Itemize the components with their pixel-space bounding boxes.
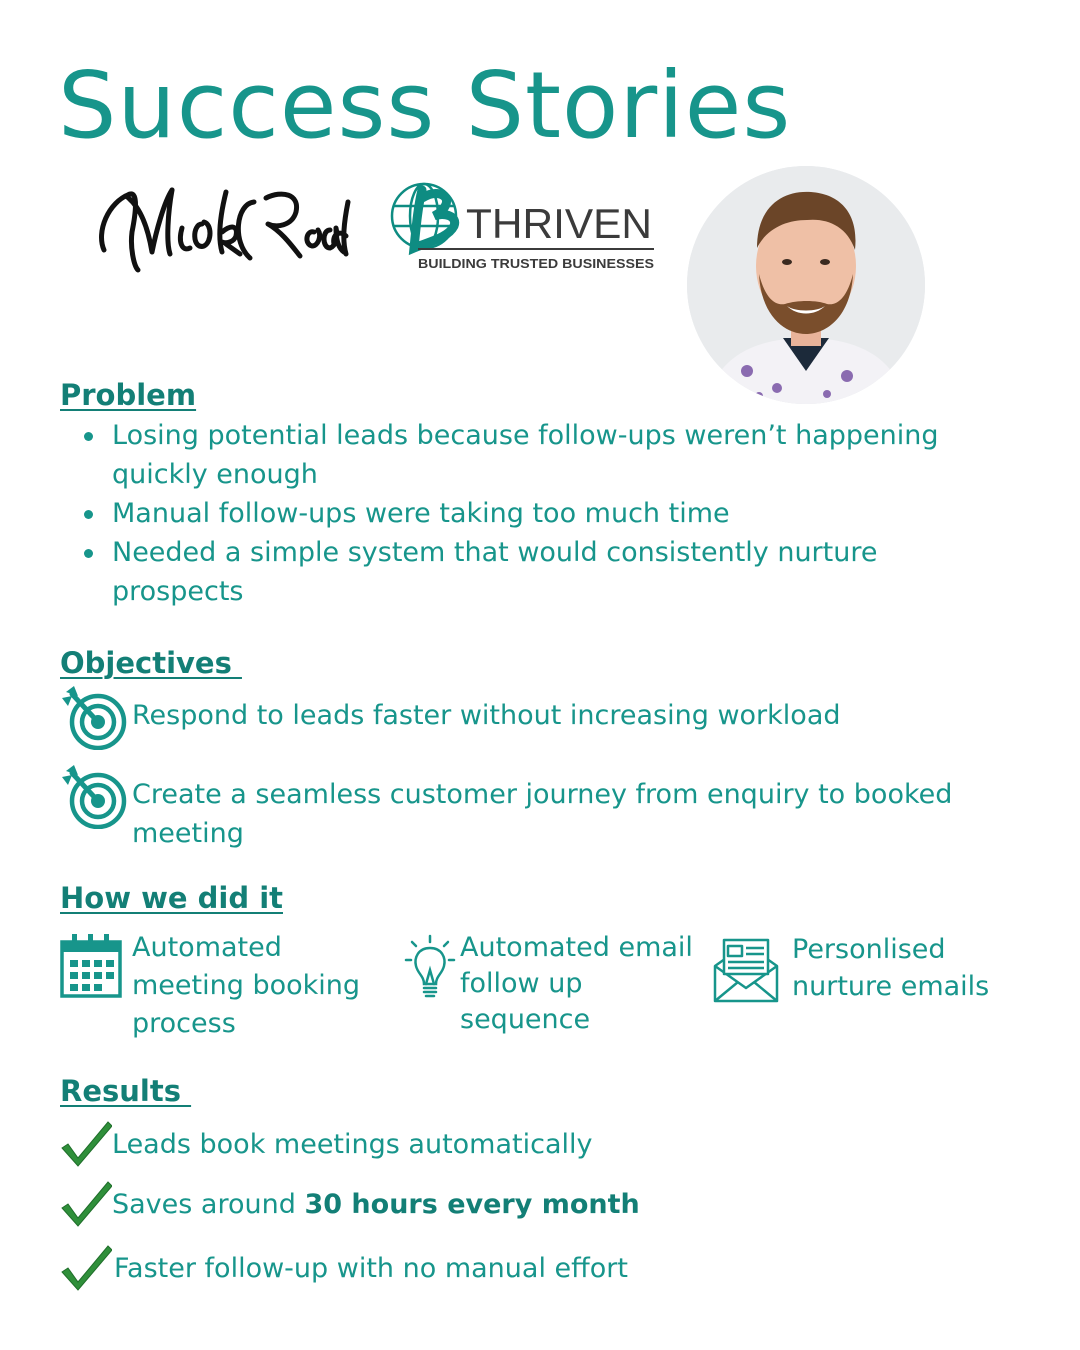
result-row bbox=[60, 1120, 960, 1168]
objectives-section bbox=[60, 646, 1020, 680]
result-row bbox=[60, 1180, 960, 1228]
result-prefix: Saves around bbox=[112, 1188, 305, 1220]
result-text: Faster follow-up with no manual effort bbox=[114, 1252, 628, 1284]
problem-list bbox=[84, 416, 994, 611]
thriven-logo bbox=[388, 176, 660, 276]
target-icon bbox=[60, 684, 130, 750]
objectives-heading: Objectives bbox=[60, 646, 242, 680]
result-highlight: 30 hours every month bbox=[304, 1188, 640, 1220]
logo-name: THRIVEN bbox=[466, 200, 652, 247]
checkmark-icon bbox=[60, 1180, 112, 1228]
avatar bbox=[687, 166, 925, 404]
how-heading: How we did it bbox=[60, 881, 283, 915]
how-text: Personlised nurture emails bbox=[792, 934, 990, 1002]
lightbulb-icon bbox=[404, 934, 456, 1002]
objective-text: Respond to leads faster without increasing workload bbox=[132, 700, 841, 731]
list-item: Needed a simple system that would consistently nurture prospects bbox=[84, 533, 994, 611]
objective-text: Create a seamless customer journey from enquiry to booked meeting bbox=[132, 779, 953, 849]
calendar-icon bbox=[60, 932, 122, 998]
how-text: Automated email follow up sequence bbox=[460, 932, 693, 1035]
problem-section bbox=[60, 378, 1020, 611]
signature-logo bbox=[86, 172, 356, 282]
envelope-icon bbox=[712, 938, 780, 1004]
how-section bbox=[60, 881, 1020, 915]
how-text: Automated meeting booking process bbox=[132, 932, 361, 1039]
logo-tagline: BUILDING TRUSTED BUSINESSES bbox=[418, 256, 655, 271]
checkmark-icon bbox=[60, 1120, 112, 1168]
page-title: Success Stories bbox=[58, 52, 792, 159]
target-icon bbox=[60, 763, 130, 829]
result-text bbox=[112, 1185, 640, 1224]
result-row bbox=[60, 1244, 960, 1292]
how-item bbox=[60, 932, 380, 1043]
checkmark-icon bbox=[60, 1244, 112, 1292]
list-item: Manual follow-ups were taking too much time bbox=[84, 494, 994, 533]
objective-row bbox=[60, 684, 980, 750]
objective-row bbox=[60, 763, 980, 853]
how-item bbox=[404, 934, 704, 1038]
how-item bbox=[712, 934, 1012, 1005]
result-text: Leads book meetings automatically bbox=[112, 1128, 593, 1160]
problem-heading: Problem bbox=[60, 378, 197, 412]
list-item: Losing potential leads because follow-ups weren’t happening quickly enough bbox=[84, 416, 994, 494]
results-heading: Results bbox=[60, 1074, 192, 1108]
results-section bbox=[60, 1074, 1020, 1108]
